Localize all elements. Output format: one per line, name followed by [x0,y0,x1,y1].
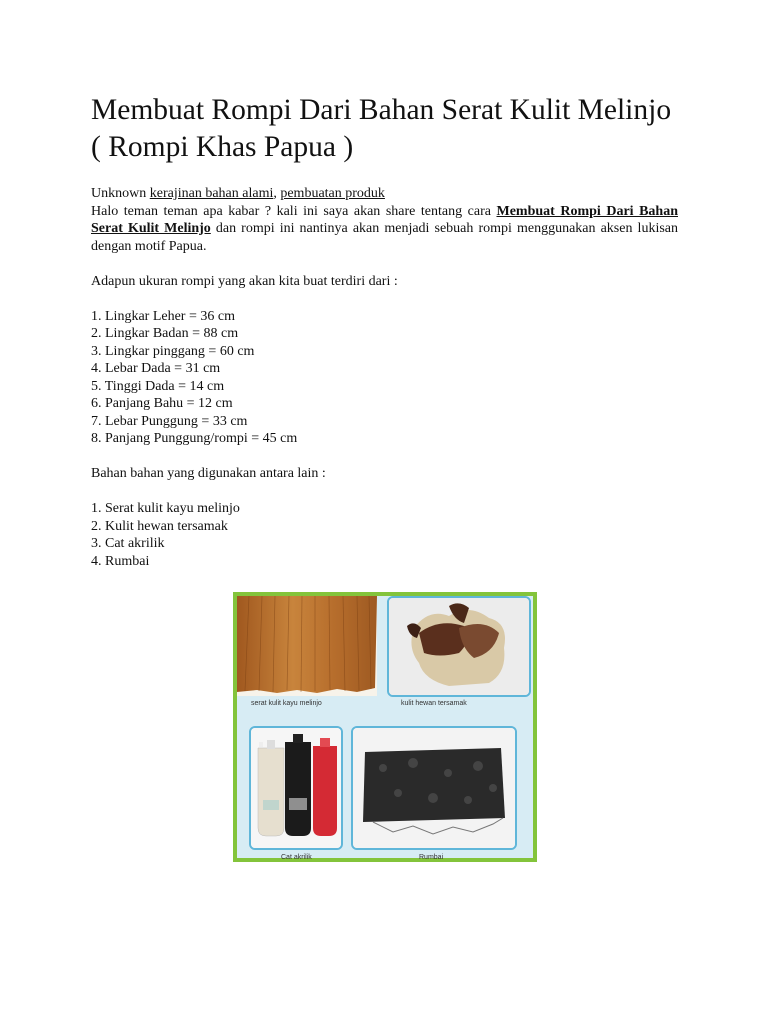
acrylic-paint-photo [249,726,343,850]
fringe-photo [351,726,517,850]
leather-photo [387,596,531,697]
intro-text-end: dan rompi ini nantinya akan menjadi sebuah rompi menggunakan aksen lukisan dengan motif Papua. [91,221,678,254]
intro-paragraph [91,203,678,256]
size-heading: Adapun ukuran rompi yang akan kita buat terdiri dari : [91,273,398,289]
caption-fringe: Rumbai [419,854,444,861]
label-separator: , [273,186,277,201]
size-item: 3. Lingkar pinggang = 60 cm [91,343,255,359]
bark-fiber-photo [237,596,377,696]
label-link-kerajinan[interactable]: kerajinan bahan alami [149,186,274,201]
size-list [91,308,678,448]
caption-bark: serat kulit kayu melinjo [251,700,322,707]
label-link-pembuatan[interactable]: pembuatan produk [280,186,385,201]
materials-photo [233,592,537,862]
size-item: 7. Lebar Punggung = 33 cm [91,413,248,429]
size-item: 5. Tinggi Dada = 14 cm [91,378,225,394]
caption-leather: kulit hewan tersamak [401,700,467,707]
material-item: 4. Rumbai [91,553,150,569]
article [91,92,678,570]
intro-title-link[interactable]: Membuat Rompi Dari Bahan Serat Kulit Melinjo [91,203,678,236]
materials-photo-inner [237,596,533,861]
size-item: 2. Lingkar Badan = 88 cm [91,326,239,341]
author: Unknown [91,186,147,201]
size-item: 8. Panjang Punggung/rompi = 45 cm [91,431,298,446]
size-item: 1. Lingkar Leher = 36 cm [91,308,235,324]
size-item: 4. Lebar Dada = 31 cm [91,361,221,376]
material-list [91,500,678,570]
size-item: 6. Panjang Bahu = 12 cm [91,396,233,411]
material-item: 3. Cat akrilik [91,536,165,551]
material-heading: Bahan bahan yang digunakan antara lain : [91,466,326,481]
material-item: 1. Serat kulit kayu melinjo [91,501,240,516]
intro-text-start: Halo teman teman apa kabar ? kali ini saya akan share tentang cara [91,203,497,219]
material-item: 2. Kulit hewan tersamak [91,518,228,534]
article-title: Membuat Rompi Dari Bahan Serat Kulit Melinjo ( Rompi Khas Papua ) [91,94,672,163]
post-meta [91,185,678,203]
caption-acrylic: Cat akrilik [281,854,312,861]
